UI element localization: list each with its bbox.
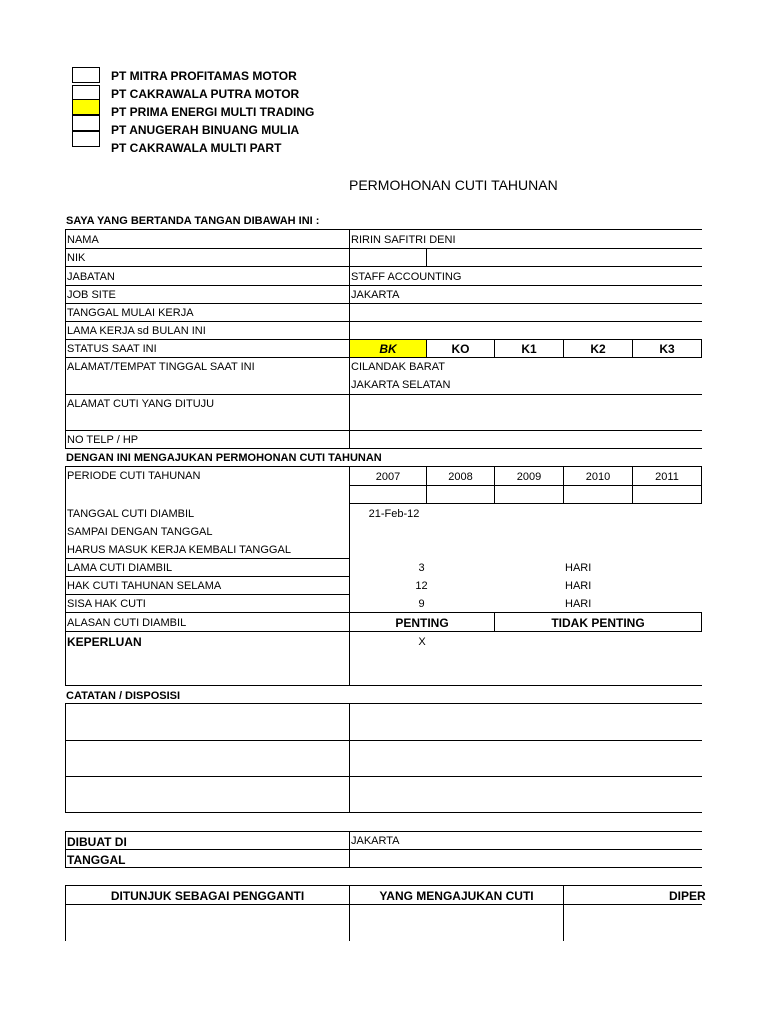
value-job-site[interactable]: JAKARTA xyxy=(351,289,400,301)
company-name: PT CAKRAWALA PUTRA MOTOR xyxy=(111,87,300,101)
grid-line xyxy=(349,831,350,867)
value-lama-cuti[interactable]: 3 xyxy=(418,562,425,574)
year-2010[interactable]: 2010 xyxy=(585,471,611,483)
company-name: PT ANUGERAH BINUANG MULIA xyxy=(111,123,300,137)
label-sisa-cuti: SISA HAK CUTI xyxy=(67,598,146,610)
label-keperluan: KEPERLUAN xyxy=(67,635,142,649)
value-nama[interactable]: RIRIN SAFITRI DENI xyxy=(351,234,456,246)
section-heading-identity: SAYA YANG BERTANDA TANGAN DIBAWAH INI : xyxy=(66,215,320,227)
value-hak-cuti[interactable]: 12 xyxy=(415,580,428,592)
grid-line xyxy=(65,285,702,286)
label-periode: PERIODE CUTI TAHUNAN xyxy=(67,470,201,482)
grid-line xyxy=(65,831,66,867)
grid-line xyxy=(65,612,702,613)
status-option-k3[interactable]: K3 xyxy=(659,342,675,356)
grid-line xyxy=(65,248,702,249)
grid-line xyxy=(65,812,702,813)
grid-line xyxy=(65,776,702,777)
grid-line xyxy=(426,248,427,266)
form-title: PERMOHONAN CUTI TAHUNAN xyxy=(349,177,558,193)
year-2008[interactable]: 2008 xyxy=(448,471,473,483)
label-hak-cuti: HAK CUTI TAHUNAN SELAMA xyxy=(67,580,222,592)
value-jabatan[interactable]: STAFF ACCOUNTING xyxy=(351,271,462,283)
unit-hak-cuti: HARI xyxy=(565,580,592,592)
label-tanggal: TANGGAL xyxy=(67,853,126,867)
section-heading-request: DENGAN INI MENGAJUKAN PERMOHONAN CUTI TAHUNAN xyxy=(66,452,382,464)
status-option-bk[interactable]: BK xyxy=(379,342,397,356)
year-2011[interactable]: 2011 xyxy=(655,471,679,483)
year-2007[interactable]: 2007 xyxy=(375,471,401,483)
label-lama-cuti: LAMA CUTI DIAMBIL xyxy=(67,562,173,574)
grid-line xyxy=(349,229,350,448)
company-checkbox-3[interactable] xyxy=(72,99,100,115)
grid-line xyxy=(65,394,702,395)
company-checkbox-5[interactable] xyxy=(72,131,100,147)
label-nama: NAMA xyxy=(67,234,99,246)
value-alamat-line1[interactable]: CILANDAK BARAT xyxy=(351,361,445,373)
grid-line xyxy=(65,430,702,431)
label-tanggal-diambil: TANGGAL CUTI DIAMBIL xyxy=(67,508,195,520)
value-sisa-cuti[interactable]: 9 xyxy=(418,598,425,610)
label-alamat-cuti: ALAMAT CUTI YANG DITUJU xyxy=(67,398,215,410)
grid-line xyxy=(349,466,350,685)
grid-line xyxy=(65,303,702,304)
grid-line xyxy=(65,594,350,595)
signature-header-diper: DIPER xyxy=(669,889,706,903)
grid-line xyxy=(349,485,702,486)
grid-line xyxy=(65,558,350,559)
label-telp: NO TELP / HP xyxy=(67,434,139,446)
label-alasan: ALASAN CUTI DIAMBIL xyxy=(67,617,187,629)
grid-line xyxy=(349,703,350,812)
value-alamat-line2[interactable]: JAKARTA SELATAN xyxy=(351,379,451,391)
option-penting[interactable]: PENTING xyxy=(395,616,449,630)
unit-sisa-cuti: HARI xyxy=(565,598,592,610)
option-tidak-penting[interactable]: TIDAK PENTING xyxy=(551,616,645,630)
grid-line xyxy=(701,339,702,357)
keperluan-mark[interactable]: X xyxy=(418,636,426,648)
grid-line xyxy=(65,466,66,685)
label-status: STATUS SAAT INI xyxy=(67,343,157,355)
label-jabatan: JABATAN xyxy=(67,271,115,283)
company-checkbox-4[interactable] xyxy=(72,115,100,131)
grid-line xyxy=(65,867,702,868)
grid-line xyxy=(65,576,350,577)
signature-header-pengaju: YANG MENGAJUKAN CUTI xyxy=(379,889,534,903)
label-lama-kerja: LAMA KERJA sd BULAN INI xyxy=(67,325,206,337)
grid-line xyxy=(65,229,66,448)
grid-line xyxy=(65,321,702,322)
status-option-k1[interactable]: K1 xyxy=(521,342,537,356)
grid-line xyxy=(65,685,702,686)
company-name: PT MITRA PROFITAMAS MOTOR xyxy=(111,69,297,83)
grid-line xyxy=(65,448,702,449)
grid-line xyxy=(563,885,564,941)
company-name: PT CAKRAWALA MULTI PART xyxy=(111,141,282,155)
grid-line xyxy=(65,885,702,886)
value-tanggal-diambil[interactable]: 21-Feb-12 xyxy=(368,508,420,520)
label-nik: NIK xyxy=(67,252,86,264)
grid-line xyxy=(65,229,702,230)
grid-line xyxy=(65,740,702,741)
grid-line xyxy=(65,357,702,358)
unit-lama-cuti: HARI xyxy=(565,562,592,574)
label-alamat: ALAMAT/TEMPAT TINGGAL SAAT INI xyxy=(67,361,255,373)
grid-line xyxy=(65,266,702,267)
grid-line xyxy=(65,703,66,812)
label-dibuat-di: DIBUAT DI xyxy=(67,835,127,849)
grid-line xyxy=(65,831,702,832)
company-name: PT PRIMA ENERGI MULTI TRADING xyxy=(111,105,315,119)
label-masuk-kembali: HARUS MASUK KERJA KEMBALI TANGGAL xyxy=(67,544,291,556)
label-job-site: JOB SITE xyxy=(67,289,116,301)
company-checkbox-1[interactable] xyxy=(72,67,100,83)
signature-header-pengganti: DITUNJUK SEBAGAI PENGGANTI xyxy=(110,889,305,903)
status-option-ko[interactable]: KO xyxy=(451,342,470,356)
year-2009[interactable]: 2009 xyxy=(516,471,542,483)
grid-line xyxy=(349,503,702,504)
status-option-k2[interactable]: K2 xyxy=(590,342,606,356)
label-tanggal-mulai: TANGGAL MULAI KERJA xyxy=(67,307,194,319)
grid-line xyxy=(65,904,702,905)
grid-line xyxy=(65,849,702,850)
value-dibuat-di[interactable]: JAKARTA xyxy=(351,835,400,847)
grid-line xyxy=(65,466,702,467)
section-heading-notes: CATATAN / DISPOSISI xyxy=(66,690,181,702)
grid-line xyxy=(65,631,702,632)
grid-line xyxy=(701,466,702,503)
label-sampai: SAMPAI DENGAN TANGGAL xyxy=(67,526,213,538)
grid-line xyxy=(701,612,702,631)
grid-line xyxy=(65,703,702,704)
